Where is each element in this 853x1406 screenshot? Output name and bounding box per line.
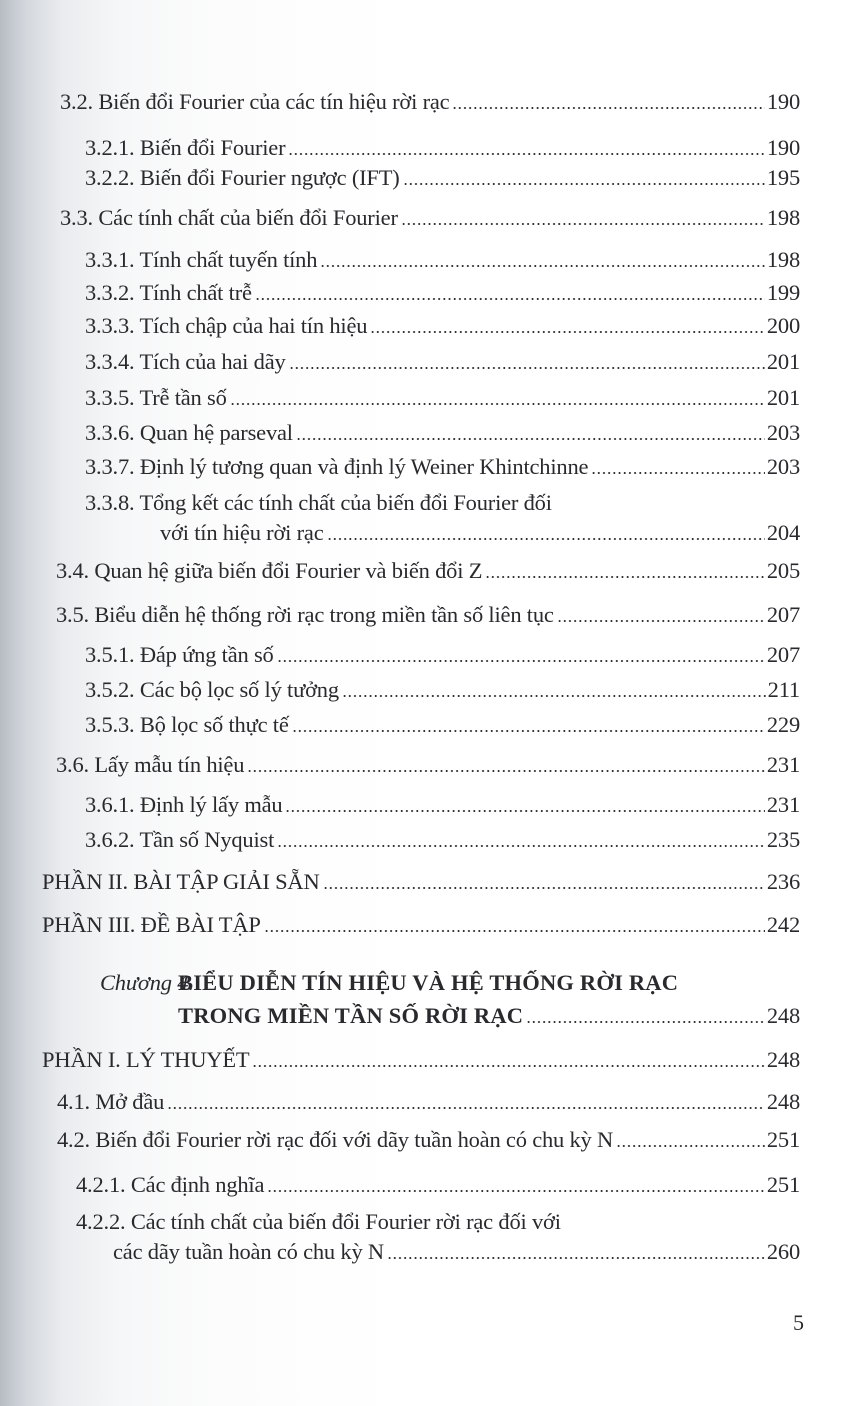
toc-entry-4-2-1 <box>76 1170 800 1200</box>
toc-page-number: 201 <box>766 385 800 410</box>
toc-page-number: 260 <box>766 1239 800 1264</box>
dot-leader <box>320 264 765 268</box>
toc-entry-label: 3.5.3. Bộ lọc số thực tế <box>85 712 289 737</box>
toc-entry-label: 3.3.5. Trễ tần số <box>85 385 227 410</box>
toc-entry-3-2-2 <box>85 163 800 193</box>
toc-page-number: 231 <box>766 752 800 777</box>
toc-entry-label: 3.3.7. Định lý tương quan và định lý Weiner Khintchinne <box>85 454 589 479</box>
toc-entry-3-2-1 <box>85 133 800 163</box>
toc-page-number: 248 <box>766 1003 800 1028</box>
dot-leader <box>288 152 764 156</box>
toc-entry-3-6-1 <box>85 790 800 820</box>
toc-page-number: 231 <box>766 792 800 817</box>
toc-entry-label: PHẦN II. BÀI TẬP GIẢI SẴN <box>42 869 320 894</box>
toc-page-number: 211 <box>767 677 800 702</box>
toc-entry-label: 4.2. Biến đổi Fourier rời rạc đối với dãy tuần hoàn có chu kỳ N <box>57 1127 614 1152</box>
dot-leader <box>167 1106 765 1110</box>
toc-entry-part-1 <box>42 1045 800 1075</box>
toc-entry-label: 3.6.1. Định lý lấy mẫu <box>85 792 283 817</box>
toc-entry-3-4 <box>56 556 800 586</box>
toc-entry-3-3-1 <box>85 245 800 275</box>
toc-entry-3-2 <box>60 87 800 117</box>
toc-entry-3-5 <box>56 600 800 630</box>
toc-page-number: 207 <box>766 602 800 627</box>
toc-entry-part-3 <box>42 910 800 940</box>
dot-leader <box>252 1064 764 1068</box>
toc-entry-4-2-2 <box>113 1237 800 1267</box>
toc-page-number: 204 <box>766 520 800 545</box>
dot-leader <box>255 297 765 301</box>
toc-entry-3-3-6 <box>85 418 800 448</box>
toc-entry-label: 4.1. Mở đầu <box>57 1089 165 1114</box>
dot-leader <box>485 575 765 579</box>
toc-entry-label: PHẦN III. ĐỀ BÀI TẬP <box>42 912 261 937</box>
toc-page-number: 190 <box>766 89 800 114</box>
chapter-4-title-line2: TRONG MIỀN TẦN SỐ RỜI RẠC <box>178 1003 524 1028</box>
toc-entry-label: 3.2.1. Biến đổi Fourier <box>85 135 286 160</box>
toc-page-number: 200 <box>766 313 800 338</box>
toc-page-number: 198 <box>766 205 800 230</box>
toc-entry-3-3-5 <box>85 383 800 413</box>
toc-entry-label: 3.6. Lấy mẫu tín hiệu <box>56 752 245 777</box>
dot-leader <box>264 929 765 933</box>
toc-page-number: 242 <box>766 912 800 937</box>
toc-entry-3-3-7 <box>85 452 800 482</box>
toc-entry-label: 3.3.6. Quan hệ parseval <box>85 420 293 445</box>
toc-entry-3-3-8-line1: 3.3.8. Tổng kết các tính chất của biến đổi Fourier đối <box>85 490 552 515</box>
toc-page-number: 201 <box>766 349 800 374</box>
toc-page-number: 251 <box>766 1172 800 1197</box>
toc-entry-label: 3.4. Quan hệ giữa biến đổi Fourier và biến đổi Z <box>56 558 483 583</box>
dot-leader <box>323 886 765 890</box>
toc-entry-label: với tín hiệu rời rạc <box>160 520 324 545</box>
toc-entry-label: PHẦN I. LÝ THUYẾT <box>42 1047 250 1072</box>
toc-entry-chapter-4 <box>178 1001 800 1031</box>
toc-page-number: 190 <box>766 135 800 160</box>
toc-entry-label: 3.3.1. Tính chất tuyến tính <box>85 247 318 272</box>
dot-leader <box>526 1020 765 1024</box>
toc-page-number: 205 <box>766 558 800 583</box>
toc-entry-3-5-3 <box>85 710 800 740</box>
dot-leader <box>403 182 765 186</box>
toc-page-number: 248 <box>766 1047 800 1072</box>
toc-entry-label: 3.5. Biểu diễn hệ thống rời rạc trong miền tần số liên tục <box>56 602 554 627</box>
dot-leader <box>292 729 765 733</box>
toc-entry-3-6 <box>56 750 800 780</box>
toc-entry-label: 3.2.2. Biến đổi Fourier ngược (IFT) <box>85 165 400 190</box>
dot-leader <box>296 437 765 441</box>
dot-leader <box>616 1144 765 1148</box>
toc-entry-label: 3.5.1. Đáp ứng tần số <box>85 642 274 667</box>
toc-entry-3-3 <box>60 203 800 233</box>
toc-page-number: 199 <box>766 280 800 305</box>
toc-page-number: 207 <box>766 642 800 667</box>
toc-page-number: 195 <box>766 165 800 190</box>
chapter-4-title-line1: BIỂU DIỄN TÍN HIỆU VÀ HỆ THỐNG RỜI RẠC <box>178 970 679 995</box>
toc-entry-label: 3.2. Biến đổi Fourier của các tín hiệu rời rạc <box>60 89 450 114</box>
dot-leader <box>342 694 766 698</box>
dot-leader <box>289 366 765 370</box>
dot-leader <box>557 619 765 623</box>
dot-leader <box>277 844 765 848</box>
toc-entry-4-1 <box>57 1087 800 1117</box>
toc-entry-3-5-1 <box>85 640 800 670</box>
dot-leader <box>387 1256 765 1260</box>
toc-entry-3-5-2 <box>85 675 800 705</box>
toc-entry-label: 3.3.4. Tích của hai dãy <box>85 349 286 374</box>
toc-entry-4-2-2-line1: 4.2.2. Các tính chất của biến đổi Fourier rời rạc đối với <box>76 1209 561 1234</box>
toc-entry-3-3-3 <box>85 311 800 341</box>
toc-page-number: 229 <box>766 712 800 737</box>
toc-entry-label: 3.6.2. Tần số Nyquist <box>85 827 275 852</box>
dot-leader <box>401 222 765 226</box>
dot-leader <box>327 537 765 541</box>
toc-page-number: 203 <box>766 420 800 445</box>
dot-leader <box>267 1189 765 1193</box>
toc-page-number: 235 <box>766 827 800 852</box>
toc-entry-label: các dãy tuần hoàn có chu kỳ N <box>113 1239 384 1264</box>
toc-page-number: 198 <box>766 247 800 272</box>
toc-entry-label: 4.2.1. Các định nghĩa <box>76 1172 265 1197</box>
toc-entry-label: 3.3. Các tính chất của biến đổi Fourier <box>60 205 398 230</box>
page-number: 5 <box>793 1310 804 1335</box>
toc-page-number: 236 <box>766 869 800 894</box>
toc-entry-4-2 <box>57 1125 800 1155</box>
dot-leader <box>285 809 764 813</box>
toc-entry-label: 3.3.3. Tích chập của hai tín hiệu <box>85 313 368 338</box>
dot-leader <box>277 659 765 663</box>
dot-leader <box>230 402 765 406</box>
toc-entry-3-3-2 <box>85 278 800 308</box>
toc-entry-label: 3.3.2. Tính chất trễ <box>85 280 252 305</box>
toc-entry-part-2 <box>42 867 800 897</box>
dot-leader <box>370 330 765 334</box>
toc-page-number: 203 <box>766 454 800 479</box>
dot-leader <box>591 471 765 475</box>
chapter-prefix: Chương 4. <box>100 970 194 995</box>
toc-entry-3-3-8 <box>160 518 800 548</box>
toc-entry-3-6-2 <box>85 825 800 855</box>
toc-entry-label: 3.5.2. Các bộ lọc số lý tưởng <box>85 677 339 702</box>
toc-page-number: 248 <box>766 1089 800 1114</box>
dot-leader <box>452 106 764 110</box>
toc-page-number: 251 <box>766 1127 800 1152</box>
toc-entry-3-3-4 <box>85 347 800 377</box>
dot-leader <box>247 769 765 773</box>
